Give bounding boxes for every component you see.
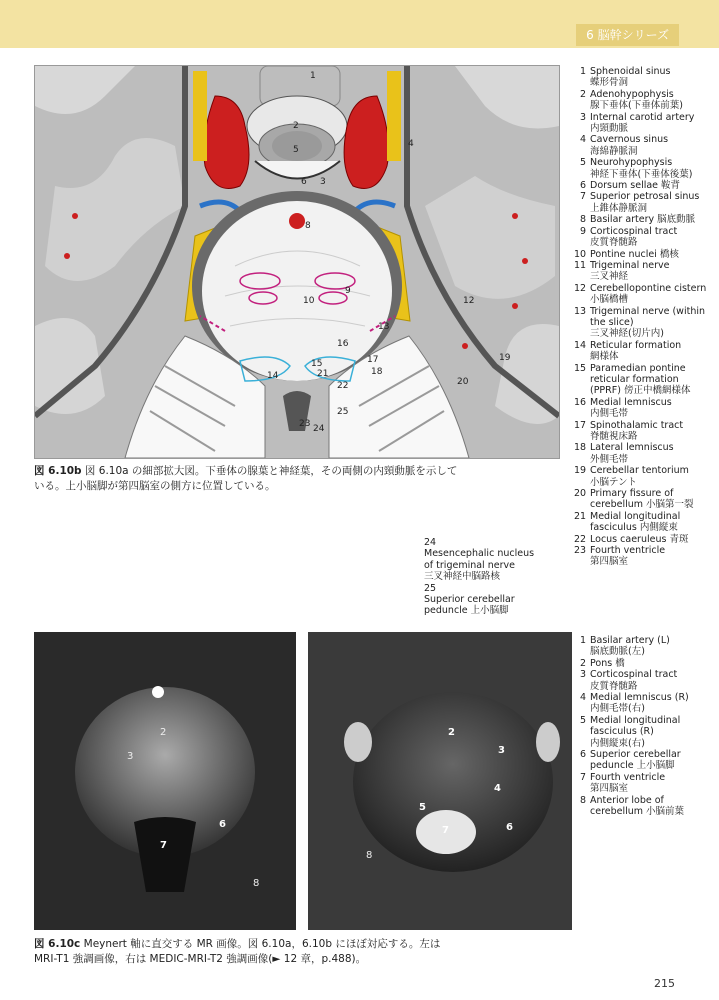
legend-text: Spinothalamic tract: [590, 419, 684, 431]
legend-item: [574, 534, 714, 545]
legend-text: Anterior lobe of: [590, 794, 664, 806]
legend-text: Superior cerebellar: [424, 594, 515, 606]
legend-text: Medial longitudinal: [590, 714, 681, 726]
t2-label-7: 7: [442, 825, 449, 836]
legend-item: [574, 191, 714, 214]
legend-number: 3: [579, 669, 586, 681]
diagram-label-12: 12: [463, 296, 475, 306]
t2-label-4: 4: [494, 783, 501, 794]
legend-item: [574, 511, 714, 534]
mri-t2-image: [308, 632, 572, 930]
legend-text: 海綿静脈洞: [590, 145, 638, 157]
legend-item: [574, 692, 714, 715]
diagram-label-15: 15: [311, 359, 323, 369]
legend-number: 7: [579, 771, 586, 783]
diagram-label-21: 21: [317, 369, 329, 379]
t1-label-3: 3: [127, 751, 134, 762]
legend-number: 24: [424, 537, 437, 548]
legend-item: [574, 226, 714, 249]
t1-label-2: 2: [160, 727, 167, 738]
legend-text: Dorsum sellae 鞍背: [590, 180, 681, 192]
legend-text: 網様体: [590, 351, 619, 363]
legend-number: 1: [579, 66, 586, 77]
legend-number: 22: [574, 533, 587, 545]
legend-text: 蝶形骨洞: [590, 77, 629, 89]
legend-text: 小脳テント: [590, 476, 638, 488]
legend-item: [574, 749, 714, 772]
legend-text: Paramedian pontine: [590, 362, 686, 374]
legend-text: Trigeminal nerve (within: [590, 305, 706, 317]
caption-id: 図 6.10b: [34, 465, 82, 477]
legend-6-10b-extra: [424, 537, 572, 617]
legend-number: 5: [579, 157, 586, 169]
legend-item: [574, 363, 714, 397]
legend-text: cerebellum 小脳前葉: [590, 806, 685, 818]
legend-item: [574, 214, 714, 225]
legend-item: [574, 669, 714, 692]
legend-item: [574, 89, 714, 112]
legend-text: 神経下垂体(下垂体後葉): [590, 168, 693, 180]
legend-number: 25: [424, 582, 437, 594]
legend-number: 2: [579, 88, 586, 100]
legend-text: Basilar artery (L): [590, 635, 670, 646]
legend-text: 三叉神経中脳路核: [424, 571, 501, 583]
diagram-label-24: 24: [313, 424, 325, 434]
legend-number: 17: [574, 419, 587, 431]
legend-number: 4: [579, 134, 586, 146]
diagram-label-3: 3: [320, 177, 326, 187]
legend-number: 13: [574, 305, 587, 317]
legend-item: [424, 537, 572, 583]
legend-number: 6: [579, 180, 586, 192]
legend-text: 脳底動脈(左): [590, 646, 645, 658]
legend-text: Fourth ventricle: [590, 771, 666, 783]
legend-text: 第四脳室: [590, 556, 629, 568]
diagram-label-16: 16: [337, 339, 349, 349]
legend-text: 上錐体静脈洞: [590, 202, 648, 214]
legend-text: Internal carotid artery: [590, 111, 695, 123]
legend-number: 15: [574, 362, 587, 374]
legend-6-10b: [574, 66, 714, 568]
t1-label-6: 6: [219, 819, 226, 830]
figure-6-10b-illustration: [34, 65, 560, 459]
diagram-label-25: 25: [337, 407, 349, 417]
legend-text: 腺下垂体(下垂体前葉): [590, 100, 683, 112]
legend-item: [574, 340, 714, 363]
legend-text: Fourth ventricle: [590, 545, 666, 557]
legend-text: 脊髄視床路: [590, 431, 638, 442]
diagram-label-6: 6: [301, 177, 307, 187]
legend-number: 8: [579, 214, 586, 226]
legend-text: Cerebellar tentorium: [590, 465, 689, 477]
diagram-label-4: 4: [408, 139, 414, 149]
legend-text: 外側毛帯: [590, 453, 629, 465]
legend-text: Lateral lemniscus: [590, 442, 674, 454]
diagram-label-13: 13: [378, 322, 390, 332]
diagram-label-20: 20: [457, 377, 469, 387]
legend-text: 皮質脊髄路: [590, 680, 638, 692]
diagram-label-14: 14: [267, 371, 279, 381]
legend-text: cerebellum 小脳第一裂: [590, 499, 694, 511]
legend-number: 9: [579, 225, 586, 237]
legend-item: [574, 397, 714, 420]
legend-text: peduncle 上小脳脚: [424, 605, 509, 617]
legend-text: 内側縦束(右): [590, 737, 645, 749]
legend-text: Cavernous sinus: [590, 134, 669, 146]
legend-text: Superior petrosal sinus: [590, 191, 700, 203]
legend-text: Primary fissure of: [590, 488, 674, 500]
legend-item: [574, 488, 714, 511]
diagram-label-23: 23: [299, 419, 311, 429]
legend-item: [574, 283, 714, 306]
legend-text: 三叉神経: [590, 271, 629, 283]
legend-text: (PPRF) 傍正中橋網様体: [590, 385, 691, 397]
legend-number: 16: [574, 396, 587, 408]
diagram-label-5: 5: [293, 145, 299, 155]
legend-item: [574, 112, 714, 135]
t1-label-1: 1: [155, 687, 162, 698]
legend-number: 20: [574, 488, 587, 500]
legend-number: 4: [579, 692, 586, 704]
legend-number: 12: [574, 282, 587, 294]
legend-text: Corticospinal tract: [590, 669, 678, 681]
caption-c-line2: MRI-T1 強調画像，右は MEDIC-MRI-T2 強調画像(► 12 章，p.488)。: [34, 953, 367, 965]
legend-item: [574, 545, 714, 568]
diagram-label-8: 8: [305, 221, 311, 231]
legend-text: Trigeminal nerve: [590, 259, 670, 271]
diagram-label-18: 18: [371, 367, 383, 377]
legend-text: Medial lemniscus (R): [590, 692, 689, 704]
legend-text: 内頸動脈: [590, 123, 629, 135]
legend-item: [574, 157, 714, 180]
legend-text: 内側毛帯: [590, 408, 629, 420]
legend-number: 23: [574, 545, 587, 557]
legend-number: 19: [574, 465, 587, 477]
legend-text: Medial longitudinal: [590, 510, 681, 522]
t2-label-5: 5: [419, 802, 426, 813]
legend-number: 6: [579, 749, 586, 761]
legend-number: 7: [579, 191, 586, 203]
legend-text: Medial lemniscus: [590, 396, 672, 408]
diagram-label-1: 1: [310, 71, 316, 81]
legend-number: 10: [574, 248, 587, 260]
diagram-label-17: 17: [367, 355, 379, 365]
legend-text: 内側毛帯(右): [590, 703, 645, 715]
legend-item: [574, 658, 714, 669]
legend-text: peduncle 上小脳脚: [590, 760, 675, 772]
section-tag: 6 脳幹シリーズ: [576, 24, 679, 46]
caption-text: 図 6.10a の細部拡大図。下垂体の腺葉と神経葉，その両側の内頸動脈を示している。上小脳脚が第四脳室の側方に位置している。: [34, 465, 458, 492]
legend-text: Mesencephalic nucleus: [424, 548, 535, 560]
legend-6-10c: [574, 635, 714, 818]
mri-t1-image: [34, 632, 296, 930]
caption-6-10c: [34, 937, 564, 967]
t2-label-6: 6: [506, 822, 513, 833]
legend-text: Pontine nuclei 橋核: [590, 248, 679, 260]
t2-label-2: 2: [448, 727, 455, 738]
legend-item: [574, 306, 714, 340]
legend-text: 三叉神経(切片内): [590, 328, 664, 340]
legend-number: 1: [579, 635, 586, 646]
legend-number: 11: [574, 259, 587, 271]
legend-item: [574, 420, 714, 443]
legend-text: Reticular formation: [590, 339, 682, 351]
legend-text: Cerebellopontine cistern: [590, 282, 707, 294]
legend-text: 小脳橋槽: [590, 294, 629, 306]
legend-item: [574, 795, 714, 818]
legend-number: 8: [579, 794, 586, 806]
legend-text: Pons 橋: [590, 657, 625, 669]
page-number: 215: [654, 977, 675, 990]
legend-item: [574, 249, 714, 260]
legend-text: Corticospinal tract: [590, 225, 678, 237]
legend-item: [424, 583, 572, 617]
legend-number: 21: [574, 510, 587, 522]
diagram-label-9: 9: [345, 286, 351, 296]
t2-label-3: 3: [498, 745, 505, 756]
legend-number: 5: [579, 714, 586, 726]
legend-text: reticular formation: [590, 373, 679, 385]
legend-number: 18: [574, 442, 587, 454]
diagram-label-10: 10: [303, 296, 315, 306]
caption-c-id: 図 6.10c: [34, 938, 81, 950]
legend-text: Neurohypophysis: [590, 157, 673, 169]
legend-text: Locus caeruleus 青斑: [590, 533, 689, 545]
anatomical-diagram: [35, 66, 559, 458]
legend-text: Sphenoidal sinus: [590, 66, 671, 77]
legend-item: [574, 635, 714, 658]
legend-number: 3: [579, 111, 586, 123]
legend-item: [574, 715, 714, 749]
legend-text: of trigeminal nerve: [424, 559, 515, 571]
diagram-label-22: 22: [337, 381, 349, 391]
caption-6-10b: [34, 464, 464, 494]
legend-number: 14: [574, 339, 587, 351]
legend-text: Basilar artery 脳底動脈: [590, 214, 696, 226]
legend-item: [574, 180, 714, 191]
legend-text: Superior cerebellar: [590, 749, 681, 761]
legend-text: fasciculus 内側縦束: [590, 522, 678, 534]
diagram-label-2: 2: [293, 121, 299, 131]
diagram-label-19: 19: [499, 353, 511, 363]
legend-item: [574, 442, 714, 465]
legend-item: [574, 260, 714, 283]
legend-number: 2: [579, 657, 586, 669]
caption-c-line1: Meynert 軸に直交する MR 画像。図 6.10a，6.10b にほぼ対応する。左は: [83, 938, 441, 950]
t1-label-7: 7: [160, 840, 167, 851]
legend-text: the slice): [590, 316, 634, 328]
legend-item: [574, 66, 714, 89]
legend-text: fasciculus (R): [590, 726, 654, 738]
t2-label-8: 8: [366, 850, 373, 861]
legend-text: Adenohypophysis: [590, 88, 674, 100]
legend-text: 皮質脊髄路: [590, 237, 638, 249]
legend-item: [574, 772, 714, 795]
t1-label-8: 8: [253, 878, 260, 889]
page-header: [0, 0, 719, 48]
legend-item: [574, 134, 714, 157]
legend-item: [574, 465, 714, 488]
legend-text: 第四脳室: [590, 783, 629, 795]
